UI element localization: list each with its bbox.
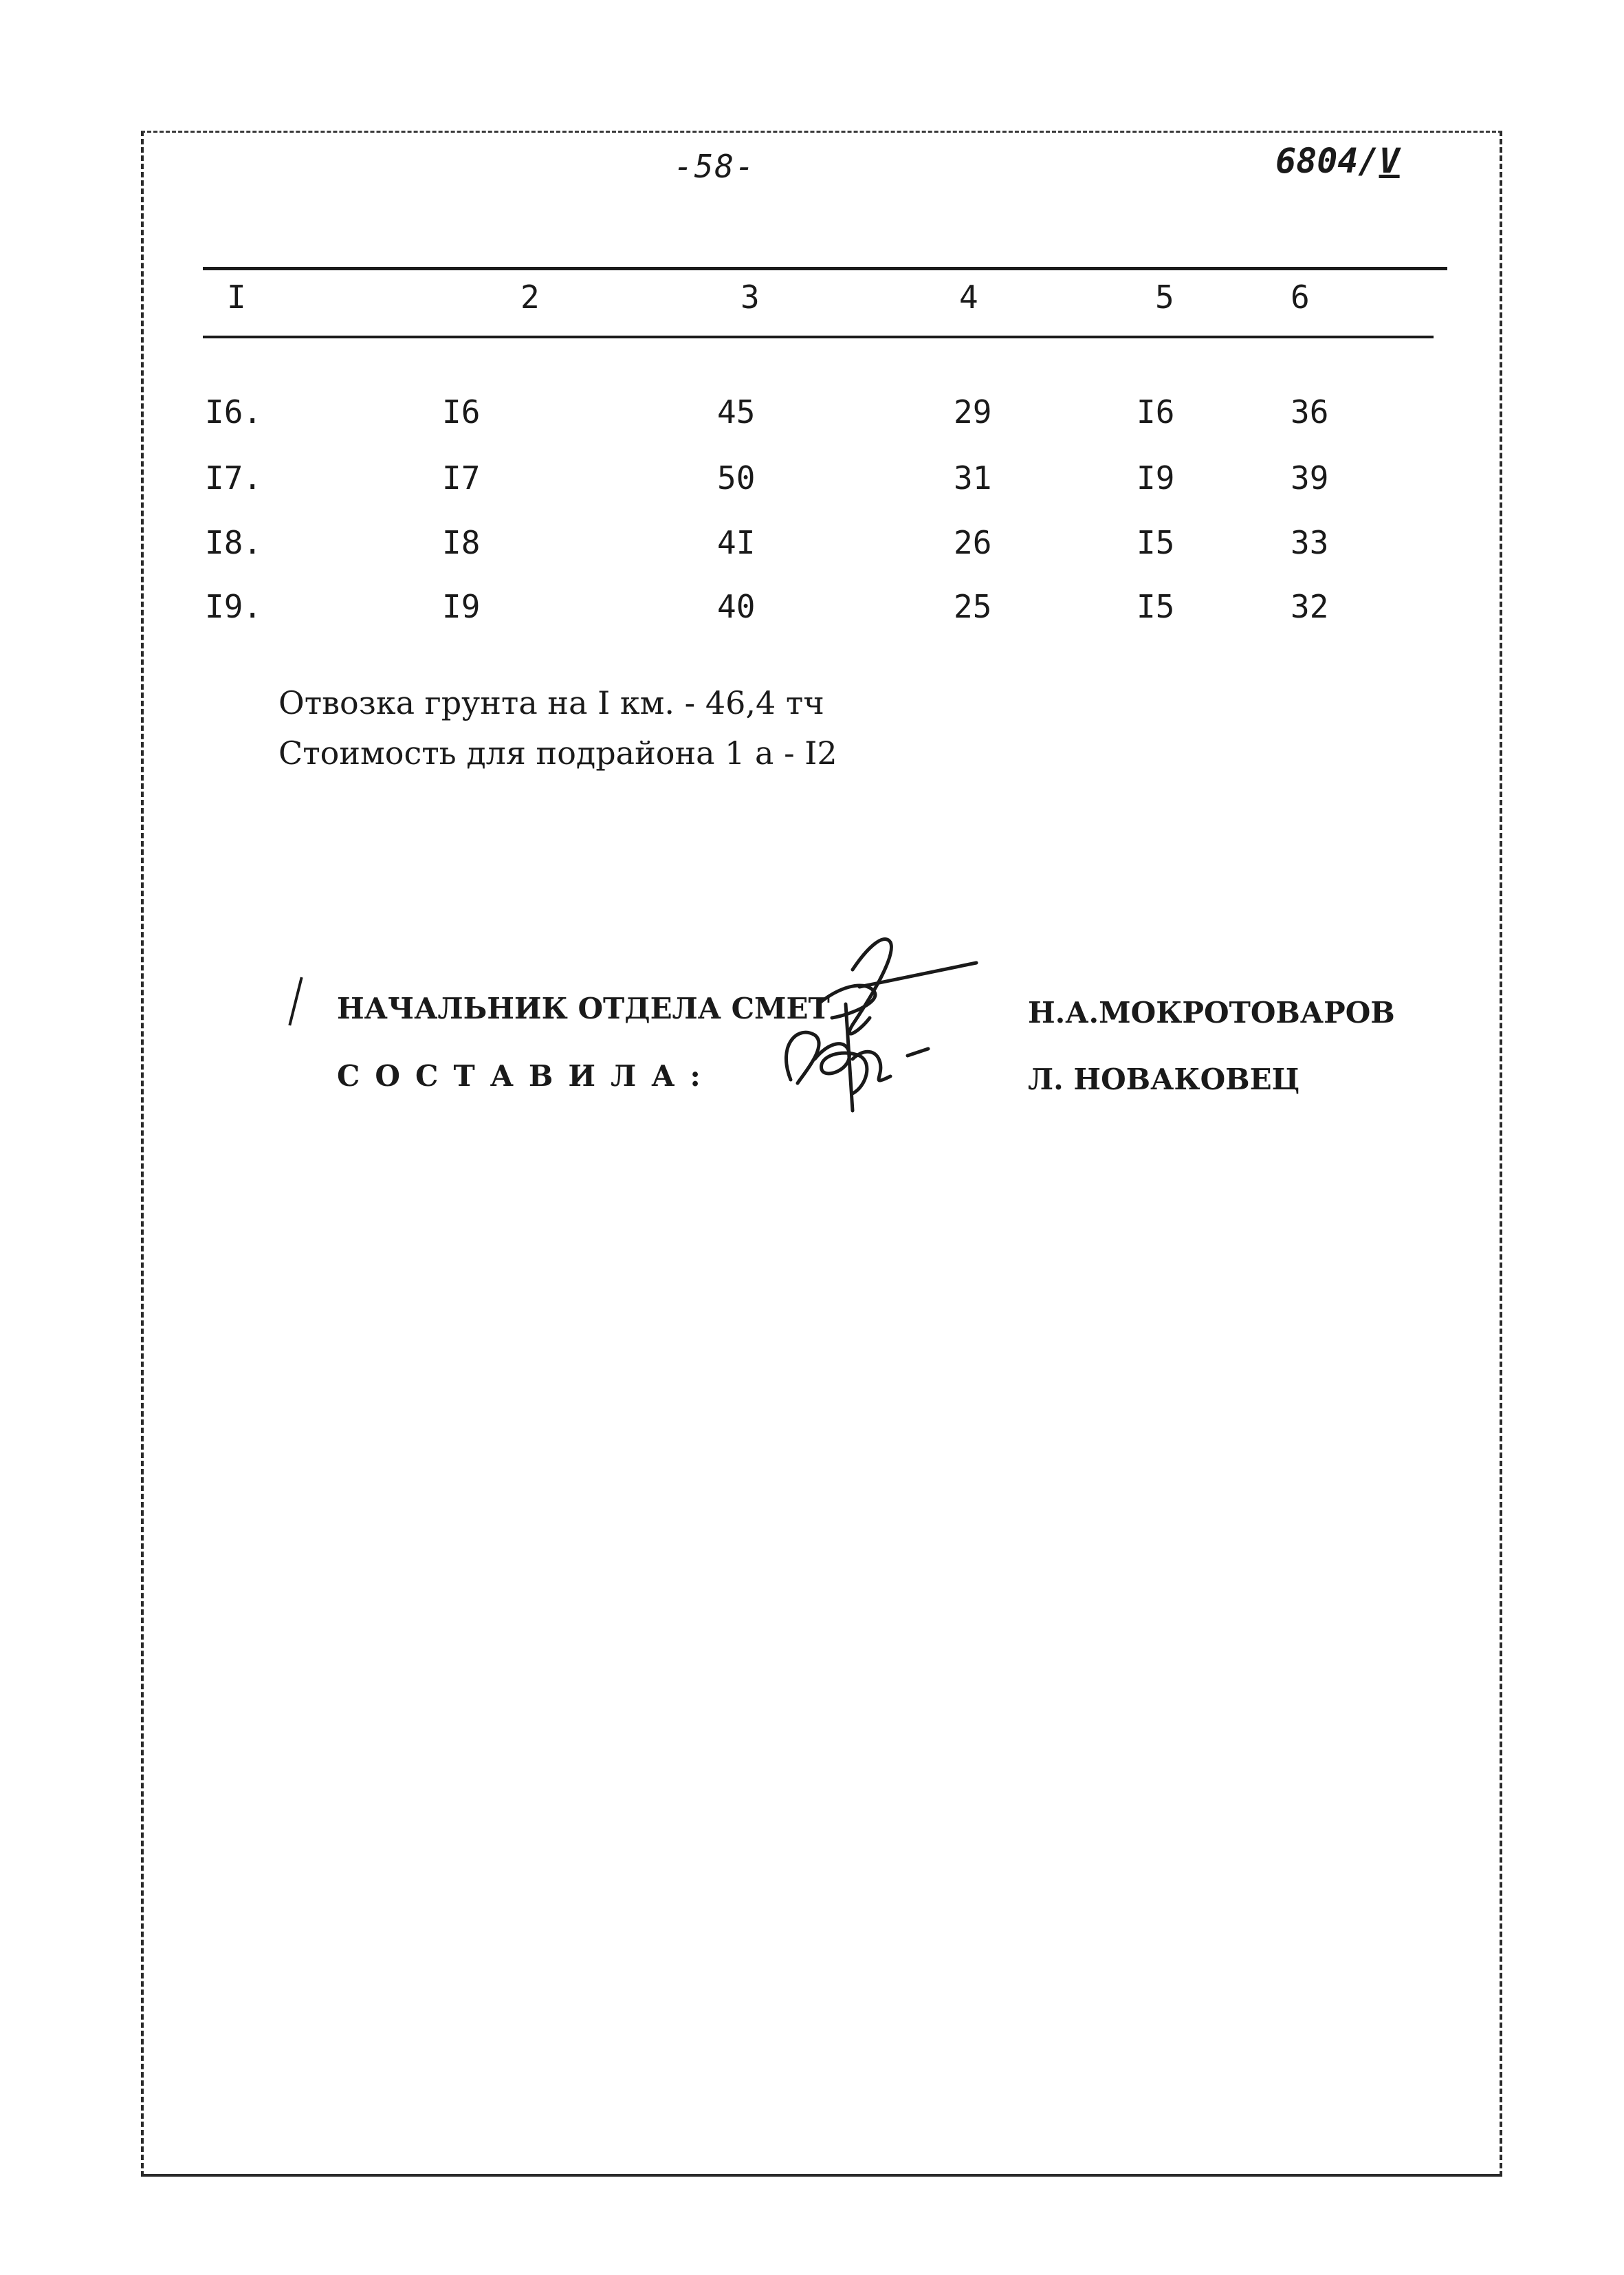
table-cell: 32 — [1291, 588, 1329, 625]
note-soil-haulage: Отвозка грунта на I км. - 46,4 тч — [278, 684, 824, 721]
table-cell: I5 — [1137, 524, 1175, 561]
table-cell: I9. — [205, 588, 263, 625]
table-cell: 40 — [717, 588, 756, 625]
table-cell: 29 — [954, 393, 992, 431]
document-code-suffix: V — [1379, 141, 1400, 181]
table-cell: 4I — [717, 524, 756, 561]
column-header-6: 6 — [1291, 279, 1310, 316]
table-cell: 39 — [1291, 459, 1329, 497]
signature-title-head: НАЧАЛЬНИК ОТДЕЛА СМЕТ — [337, 992, 830, 1025]
column-header-2: 2 — [520, 279, 540, 316]
document-code-number: 6804/ — [1275, 141, 1379, 181]
table-top-rule — [203, 267, 1447, 270]
signature-name-compiler: Л. НОВАКОВЕЦ — [1028, 1063, 1300, 1096]
note-subregion-cost: Стоимость для подрайона 1 а - I2 — [278, 734, 837, 772]
table-header-rule — [203, 336, 1434, 338]
table-cell: I9 — [442, 588, 481, 625]
table-cell: I6 — [1137, 393, 1175, 431]
signature-name-head: Н.А.МОКРОТОВАРОВ — [1028, 996, 1395, 1030]
table-cell: 50 — [717, 459, 756, 497]
column-header-4: 4 — [959, 279, 978, 316]
table-cell: 25 — [954, 588, 992, 625]
column-header-1: I — [227, 279, 246, 316]
table-cell: 33 — [1291, 524, 1329, 561]
table-cell: 45 — [717, 393, 756, 431]
table-cell: I7 — [442, 459, 481, 497]
table-cell: I9 — [1137, 459, 1175, 497]
page-number: -58- — [674, 148, 756, 185]
handwritten-signature-image — [749, 922, 997, 1114]
signature-title-compiler: СОСТАВИЛА: — [337, 1059, 716, 1093]
table-cell: I5 — [1137, 588, 1175, 625]
table-cell: 26 — [954, 524, 992, 561]
table-cell: I8 — [442, 524, 481, 561]
document-code — [1275, 141, 1400, 181]
table-cell: I6 — [442, 393, 481, 431]
table-cell: 36 — [1291, 393, 1329, 431]
column-header-5: 5 — [1155, 279, 1174, 316]
column-header-3: 3 — [740, 279, 760, 316]
table-cell: I8. — [205, 524, 263, 561]
table-cell: 31 — [954, 459, 992, 497]
table-cell: I7. — [205, 459, 263, 497]
page-border — [141, 131, 1502, 2177]
table-cell: I6. — [205, 393, 263, 431]
